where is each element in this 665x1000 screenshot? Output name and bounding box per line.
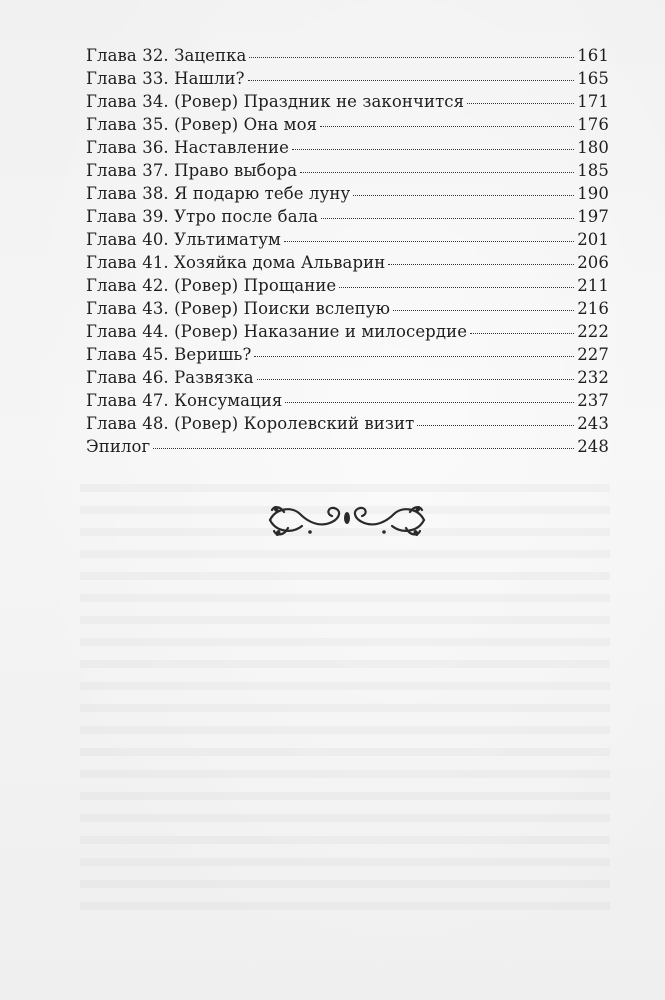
toc-entry-page: 243 <box>577 414 609 433</box>
toc-entry-title: Глава 35. (Ровер) Она моя <box>86 115 318 134</box>
toc-entry-page: 248 <box>577 437 609 456</box>
toc-entry-title: Эпилог <box>86 437 151 456</box>
toc-leader-dots <box>249 57 574 58</box>
toc-entry-page: 190 <box>577 184 609 203</box>
toc-entry-page: 201 <box>577 230 609 249</box>
toc-entry-page: 171 <box>577 92 609 111</box>
toc-leader-dots <box>470 333 574 334</box>
toc-entry-page: 227 <box>577 345 609 364</box>
toc-entry <box>86 136 609 159</box>
toc-entry <box>86 412 609 435</box>
toc-leader-dots <box>417 425 574 426</box>
toc-entry-page: 165 <box>577 69 609 88</box>
toc-entry-page: 197 <box>577 207 609 226</box>
toc-leader-dots <box>353 195 574 196</box>
toc-entry <box>86 44 609 67</box>
toc-entry <box>86 435 609 458</box>
toc-entry-page: 185 <box>577 161 609 180</box>
toc-leader-dots <box>320 126 574 127</box>
toc-entry <box>86 297 609 320</box>
toc-leader-dots <box>257 379 575 380</box>
toc-entry-title: Глава 32. Зацепка <box>86 46 247 65</box>
toc-leader-dots <box>321 218 574 219</box>
toc-entry <box>86 67 609 90</box>
toc-leader-dots <box>285 402 574 403</box>
toc-entry <box>86 343 609 366</box>
toc-entry-title: Глава 39. Утро после бала <box>86 207 319 226</box>
toc-entry-title: Глава 45. Веришь? <box>86 345 252 364</box>
toc-entry-title: Глава 34. (Ровер) Праздник не закончится <box>86 92 465 111</box>
toc-leader-dots <box>153 448 574 449</box>
table-of-contents <box>86 44 609 458</box>
toc-entry-title: Глава 41. Хозяйка дома Альварин <box>86 253 386 272</box>
toc-leader-dots <box>292 149 574 150</box>
toc-leader-dots <box>254 356 574 357</box>
toc-entry <box>86 159 609 182</box>
toc-leader-dots <box>393 310 574 311</box>
toc-entry-title: Глава 37. Право выбора <box>86 161 298 180</box>
toc-entry-page: 211 <box>577 276 609 295</box>
toc-entry-title: Глава 38. Я подарю тебе луну <box>86 184 351 203</box>
toc-entry-page: 237 <box>577 391 609 410</box>
toc-leader-dots <box>467 103 574 104</box>
toc-leader-dots <box>388 264 574 265</box>
toc-leader-dots <box>300 172 574 173</box>
toc-entry-title: Глава 40. Ультиматум <box>86 230 281 249</box>
toc-entry-title: Глава 42. (Ровер) Прощание <box>86 276 337 295</box>
toc-entry-page: 216 <box>577 299 609 318</box>
toc-entry-page: 222 <box>577 322 609 341</box>
toc-entry-title: Глава 47. Консумация <box>86 391 283 410</box>
toc-entry-page: 161 <box>577 46 609 65</box>
toc-entry-page: 232 <box>577 368 609 387</box>
toc-entry-title: Глава 44. (Ровер) Наказание и милосердие <box>86 322 468 341</box>
toc-entry-page: 206 <box>577 253 609 272</box>
toc-entry <box>86 113 609 136</box>
toc-leader-dots <box>339 287 574 288</box>
toc-entry-title: Глава 33. Нашли? <box>86 69 245 88</box>
toc-entry <box>86 366 609 389</box>
toc-entry <box>86 205 609 228</box>
toc-entry <box>86 389 609 412</box>
toc-leader-dots <box>248 80 575 81</box>
toc-entry-title: Глава 43. (Ровер) Поиски вслепую <box>86 299 391 318</box>
toc-entry-title: Глава 48. (Ровер) Королевский визит <box>86 414 415 433</box>
toc-entry <box>86 274 609 297</box>
toc-entry <box>86 251 609 274</box>
toc-entry-title: Глава 46. Развязка <box>86 368 254 387</box>
toc-entry-page: 176 <box>577 115 609 134</box>
toc-entry <box>86 228 609 251</box>
toc-entry <box>86 182 609 205</box>
toc-leader-dots <box>284 241 574 242</box>
toc-entry-title: Глава 36. Наставление <box>86 138 289 157</box>
floral-vignette-icon <box>262 498 432 542</box>
toc-entry <box>86 320 609 343</box>
toc-entry <box>86 90 609 113</box>
toc-entry-page: 180 <box>577 138 609 157</box>
